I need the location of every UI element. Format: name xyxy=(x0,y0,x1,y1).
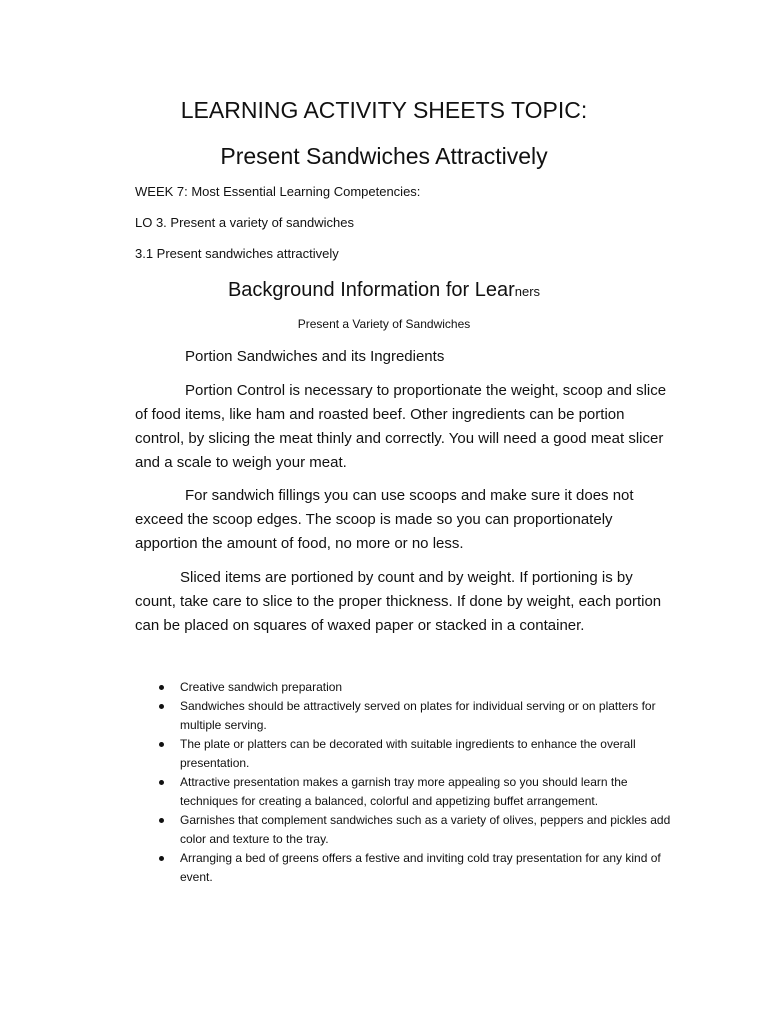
list-item-text: The plate or platters can be decorated with suitable ingredients to enhance the overall presentation. xyxy=(180,737,636,770)
bullet-icon xyxy=(159,818,164,823)
week-line: WEEK 7: Most Essential Learning Competencies: xyxy=(135,184,421,199)
list-item xyxy=(180,697,680,735)
list-item-text: Arranging a bed of greens offers a festive and inviting cold tray presentation for any kind of event. xyxy=(180,851,661,884)
list-item-text: Sandwiches should be attractively served on plates for individual serving or on platters for multiple serving. xyxy=(180,699,656,732)
bullet-icon xyxy=(159,704,164,709)
bullet-icon xyxy=(159,742,164,747)
list-item xyxy=(180,773,680,811)
portion-heading: Portion Sandwiches and its Ingredients xyxy=(185,348,445,365)
bullet-icon xyxy=(159,856,164,861)
paragraph-sandwich-fillings: For sandwich fillings you can use scoops and make sure it does not exceed the scoop edges. The scoop is made so you can proportionately apportion the amount of food, no more or no less. xyxy=(135,487,634,552)
competency-line: 3.1 Present sandwiches attractively xyxy=(135,246,339,261)
section-heading xyxy=(0,277,768,305)
list-item-text: Attractive presentation makes a garnish tray more appealing so you should learn the techniques for creating a balanced, colorful and appetizing buffet arrangement. xyxy=(180,775,628,808)
section-heading-main: Background Information for Lear xyxy=(227,279,515,301)
list-item-text: Garnishes that complement sandwiches such as a variety of olives, peppers and pickles add color and texture to the tray. xyxy=(180,813,671,846)
list-item xyxy=(180,735,680,773)
document-topic: Present Sandwiches Attractively xyxy=(220,143,548,169)
list-item xyxy=(180,678,680,697)
list-item xyxy=(180,849,680,887)
list-item-text: Creative sandwich preparation xyxy=(180,680,343,694)
bullet-icon xyxy=(159,685,164,690)
paragraph-portion-control: Portion Control is necessary to proportionate the weight, scoop and slice of food items, like ham and roasted beef. Other ingredients can be portion control, by slicing the meat thinly and correctly. You will need a good meat slicer and a scale to weigh your meat. xyxy=(135,382,667,471)
bullet-icon xyxy=(159,780,164,785)
paragraph-sliced-items: Sliced items are portioned by count and by weight. If portioning is by count, take care to slice to the proper thickness. If done by weight, each portion can be placed on squares of waxed paper or stacked in a container. xyxy=(135,569,662,634)
subheading: Present a Variety of Sandwiches xyxy=(297,317,471,331)
bullet-list xyxy=(180,678,680,887)
list-item xyxy=(180,811,680,849)
document-title: LEARNING ACTIVITY SHEETS TOPIC: xyxy=(180,97,588,123)
section-heading-tail: ners xyxy=(514,284,541,299)
learning-outcome-line: LO 3. Present a variety of sandwiches xyxy=(135,215,354,230)
